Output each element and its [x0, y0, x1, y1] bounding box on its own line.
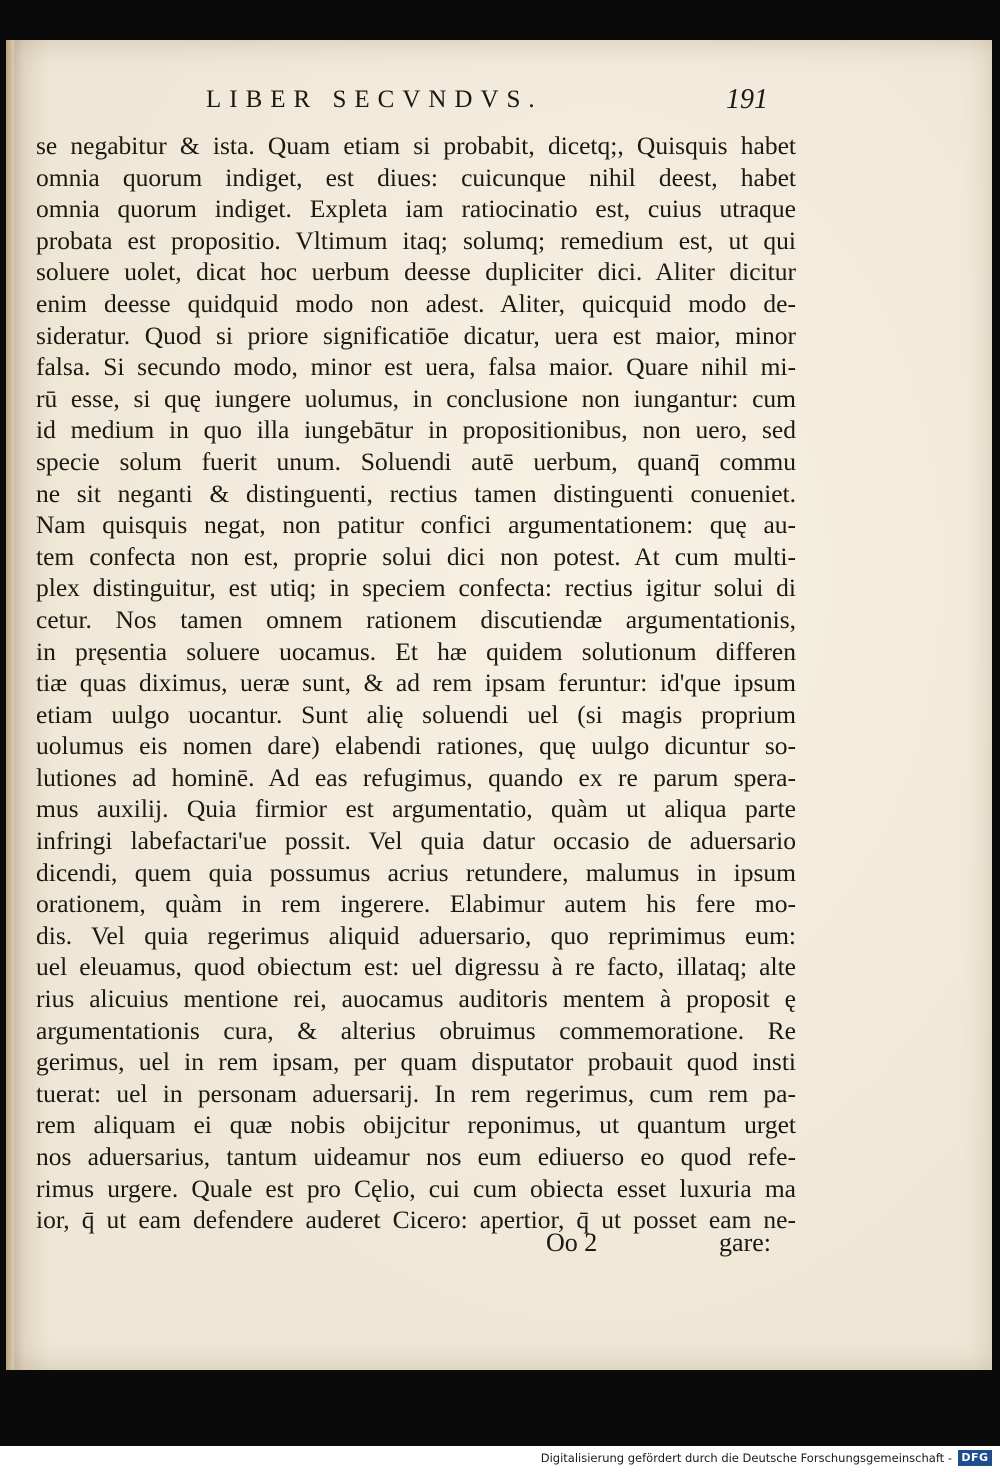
text-line: falsa. Si secundo modo, minor est uera, falsa maior. Quare nihil mi-	[36, 352, 796, 382]
funding-credit: Digitalisierung gefördert durch die Deutsche Forschungsgemeinschaft -	[540, 1451, 952, 1465]
text-line: ne sit neganti & distinguenti, rectius tamen distinguenti conueniet.	[36, 478, 796, 508]
text-line: probata est propositio. Vltimum itaq; solumq; remedium est, ut qui	[36, 225, 796, 255]
text-line: dis. Vel quia regerimus aliquid aduersario, quo reprimimus eum:	[36, 920, 796, 950]
text-line: specie solum fuerit unum. Soluendi autē uerbum, quanq̄ commu	[36, 446, 796, 476]
text-line: lutiones ad hominē. Ad eas refugimus, quando ex re parum spera-	[36, 762, 796, 792]
text-line: etiam uulgo uocantur. Sunt alię soluendi uel (si magis proprium	[36, 699, 796, 729]
footer-bar	[0, 1446, 1000, 1472]
book-page	[6, 40, 992, 1370]
text-line: rem aliquam ei quæ nobis obijcitur reponimus, ut quantum urget	[36, 1110, 796, 1140]
text-line: tiæ quas diximus, ueræ sunt, & ad rem ipsam feruntur: id'que ipsum	[36, 668, 796, 698]
text-line: rū esse, si quę iungere uolumus, in conclusione non iungantur: cum	[36, 383, 796, 413]
signature-mark: Oo 2	[546, 1228, 598, 1257]
text-line: ior, q̄ ut eam defendere auderet Cicero: apertior, q̄ ut posset eam ne-	[36, 1205, 796, 1235]
text-line: mus auxilij. Quia firmior est argumentatio, quàm ut aliqua parte	[36, 794, 796, 824]
text-line: cetur. Nos tamen omnem rationem discutiendæ argumentationis,	[36, 604, 796, 634]
text-line: se negabitur & ista. Quam etiam si probabit, dicetq;, Quisquis habet	[36, 131, 796, 160]
text-line: argumentationis cura, & alterius obruimus commemoratione. Re	[36, 1015, 796, 1045]
page-gutter-edge	[6, 40, 14, 1370]
catchword: gare:	[719, 1228, 771, 1257]
body-text	[36, 130, 796, 1236]
text-line: enim deesse quidquid modo non adest. Aliter, quicquid modo de-	[36, 288, 796, 318]
catchword-row	[546, 1228, 771, 1260]
dfg-logo: DFG	[958, 1450, 992, 1466]
text-line: tuerat: uel in personam aduersarij. In rem regerimus, cum rem pa-	[36, 1078, 796, 1108]
text-line: tem confecta non est, proprie solui dici non potest. At cum multi-	[36, 541, 796, 571]
page-number: 191	[726, 84, 768, 115]
text-line: dicendi, quem quia possumus acrius retundere, malumus in ipsum	[36, 857, 796, 887]
text-line: infringi labefactari'ue possit. Vel quia datur occasio de aduersario	[36, 826, 796, 856]
text-line: uel eleuamus, quod obiectum est: uel digressu à re facto, illataq; alte	[36, 952, 796, 982]
text-line: Nam quisquis negat, non patitur confici argumentationem: quę au-	[36, 510, 796, 540]
text-line: orationem, quàm in rem ingerere. Elabimur autem his fere mo-	[36, 889, 796, 919]
text-line: in pręsentia soluere uocamus. Et hæ quidem solutionum differen	[36, 636, 796, 666]
text-line: rimus urgere. Quale est pro Cęlio, cui cum obiecta esset luxuria ma	[36, 1173, 796, 1203]
text-line: sideratur. Quod si priore significatiōe dicatur, uera est maior, minor	[36, 320, 796, 350]
text-line: omnia quorum indiget, est diues: cuicunque nihil deest, habet	[36, 162, 796, 192]
text-line: uolumus eis nomen dare) elabendi rationes, quę uulgo dicuntur so-	[36, 731, 796, 761]
text-line: soluere uolet, dicat hoc uerbum deesse dupliciter dici. Aliter dicitur	[36, 257, 796, 287]
text-line: omnia quorum indiget. Expleta iam ratiocinatio est, cuius utraque	[36, 194, 796, 224]
text-line: nos aduersarius, tantum uideamur nos eum ediuerso eo quod refe-	[36, 1142, 796, 1171]
running-head: LIBER SECVNDVS.	[206, 86, 543, 113]
text-line: id medium in quo illa iungebātur in propositionibus, non uero, sed	[36, 415, 796, 445]
text-line: gerimus, uel in rem ipsam, per quam disputator probauit quod insti	[36, 1047, 796, 1077]
text-line: plex distinguitur, est utiq; in speciem confecta: rectius igitur solui di	[36, 573, 796, 603]
text-line: rius alicuius mentione rei, auocamus auditoris mentem à proposit ę	[36, 984, 796, 1014]
